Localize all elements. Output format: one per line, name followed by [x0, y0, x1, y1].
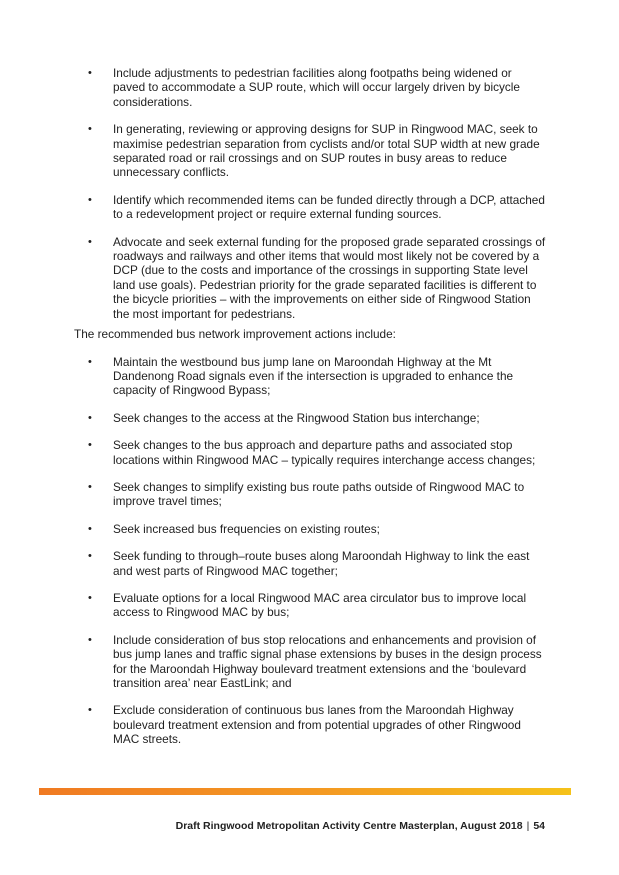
- bullet-icon: •: [88, 633, 92, 646]
- page-number: 54: [533, 820, 545, 832]
- list-item-text: Include consideration of bus stop relocations and enhancements and provision of bus jump lanes and traffic signal phase extensions by buses in the design process for the Maroondah Highway boulevard treatment extensions and the ‘boulevard transition area’ near EastLink; and: [113, 632, 542, 690]
- list-item-text: Seek increased bus frequencies on existing routes;: [113, 521, 380, 536]
- list-item: [74, 480, 546, 509]
- list-item: [74, 549, 546, 578]
- bullet-icon: •: [88, 123, 92, 136]
- bullet-icon: •: [88, 67, 92, 79]
- page-body: [74, 66, 546, 760]
- list-item-text: Maintain the westbound bus jump lane on Maroondah Highway at the Mt Dandenong Road signals even if the intersection is upgraded to enhance the capacity of Ringwood Bypass;: [113, 354, 514, 398]
- bus-actions-list: [74, 355, 546, 747]
- pedestrian-actions-list: [74, 66, 546, 321]
- list-item: [74, 235, 546, 321]
- list-item-text: Include adjustments to pedestrian facilities along footpaths being widened or paved to accommodate a SUP route, which will occur largely driven by bicycle considerations.: [113, 66, 520, 109]
- list-item: [74, 703, 546, 746]
- bullet-icon: •: [88, 439, 92, 452]
- list-item: [74, 522, 546, 536]
- bullet-icon: •: [88, 193, 92, 206]
- page-footer: [176, 820, 545, 832]
- list-item-text: Identify which recommended items can be funded directly through a DCP, attached to a redevelopment project or require external funding sources.: [113, 192, 545, 222]
- list-item: [74, 438, 546, 467]
- list-item-text: Seek changes to simplify existing bus route paths outside of Ringwood MAC to improve travel times;: [113, 479, 525, 509]
- bullet-icon: •: [88, 522, 92, 535]
- list-item-text: Evaluate options for a local Ringwood MAC area circulator bus to improve local access to Ringwood MAC by bus;: [113, 590, 527, 620]
- list-item: [74, 193, 546, 222]
- footer-title: Draft Ringwood Metropolitan Activity Centre Masterplan, August 2018: [175, 820, 523, 832]
- list-item-text: Seek funding to through–route buses along Maroondah Highway to link the east and west parts of Ringwood MAC together;: [113, 549, 530, 578]
- bullet-icon: •: [88, 550, 92, 563]
- bullet-icon: •: [88, 411, 92, 424]
- list-item: [74, 355, 546, 398]
- bullet-icon: •: [88, 704, 92, 717]
- footer-accent-bar: [39, 788, 571, 795]
- list-item-text: Advocate and seek external funding for the proposed grade separated crossings of roadways and railways and other items that would most likely not be covered by a DCP (due to the costs and importance of the crossings in supporting State level land use goals). Pedestrian priority for the grade separated facilities is different to the bicycle priorities – with the improvements on either side of Ringwood Station the most important for pedestrians.: [113, 234, 546, 321]
- list-item-text: Seek changes to the bus approach and departure paths and associated stop locations within Ringwood MAC – typically requires interchange access changes;: [113, 438, 536, 467]
- list-item-text: Exclude consideration of continuous bus lanes from the Maroondah Highway boulevard treatment extension and from potential upgrades of other Ringwood MAC streets.: [113, 703, 521, 747]
- list-item-text: Seek changes to the access at the Ringwood Station bus interchange;: [113, 410, 480, 425]
- bullet-icon: •: [88, 355, 92, 368]
- footer-separator: |: [526, 820, 530, 832]
- bullet-icon: •: [88, 591, 92, 604]
- bullet-icon: •: [88, 235, 92, 248]
- bus-actions-intro: The recommended bus network improvement actions include:: [74, 327, 396, 342]
- bullet-icon: •: [88, 480, 92, 493]
- list-item-text: In generating, reviewing or approving designs for SUP in Ringwood MAC, seek to maximise pedestrian separation from cyclists and/or total SUP width at new grade separated road or rail crossings and on SUP routes in busy areas to reduce unnecessary conflicts.: [113, 122, 540, 180]
- list-item: [74, 122, 546, 180]
- list-item: [74, 411, 546, 425]
- list-item: [74, 66, 546, 109]
- list-item: [74, 633, 546, 691]
- list-item: [74, 591, 546, 620]
